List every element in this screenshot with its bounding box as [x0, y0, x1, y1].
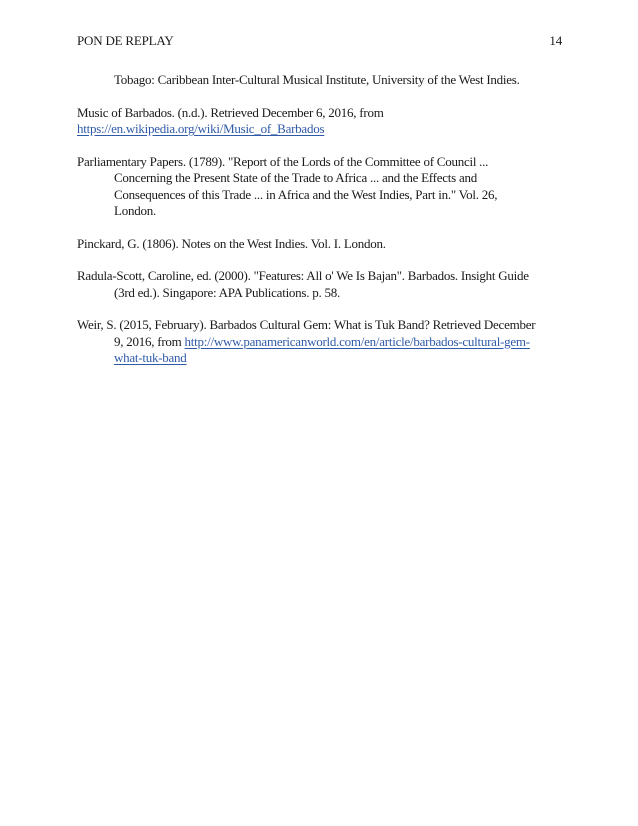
reference-link[interactable]: https://en.wikipedia.org/wiki/Music_of_Barbados	[77, 121, 325, 136]
reference-list	[77, 72, 539, 383]
reference-entry	[77, 317, 539, 367]
reference-entry-continuation	[77, 72, 539, 89]
running-title: PON DE REPLAY	[77, 33, 174, 48]
reference-entry	[77, 154, 539, 220]
reference-text: Parliamentary Papers. (1789). "Report of the Lords of the Committee of Council ... Concerning the Present State of the Trade to Africa ... and the Effects and Consequences of this Trade ... in Africa and the West Indies, Part in." Vol. 26, London.	[77, 153, 498, 218]
reference-text: Radula-Scott, Caroline, ed. (2000). "Features: All o' We Is Bajan". Barbados. Insight Guide (3rd ed.). Singapore: APA Publications. p. 58.	[77, 268, 529, 300]
reference-entry	[77, 105, 539, 138]
reference-entry	[77, 268, 539, 301]
reference-text: Tobago: Caribbean Inter-Cultural Musical Institute, University of the West Indies.	[114, 72, 520, 87]
reference-text: Pinckard, G. (1806). Notes on the West Indies. Vol. I. London.	[77, 235, 386, 251]
reference-entry	[77, 236, 539, 253]
running-head	[77, 33, 562, 49]
reference-link[interactable]: http://www.panamericanworld.com/en/article/barbados-cultural-gem-what-tuk-band	[114, 333, 530, 365]
reference-text: Weir, S. (2015, February). Barbados Cultural Gem: What is Tuk Band? Retrieved December 9, 2016, from	[77, 317, 536, 349]
page-number: 14	[549, 33, 562, 48]
reference-text: Music of Barbados. (n.d.). Retrieved December 6, 2016, from	[77, 104, 384, 120]
